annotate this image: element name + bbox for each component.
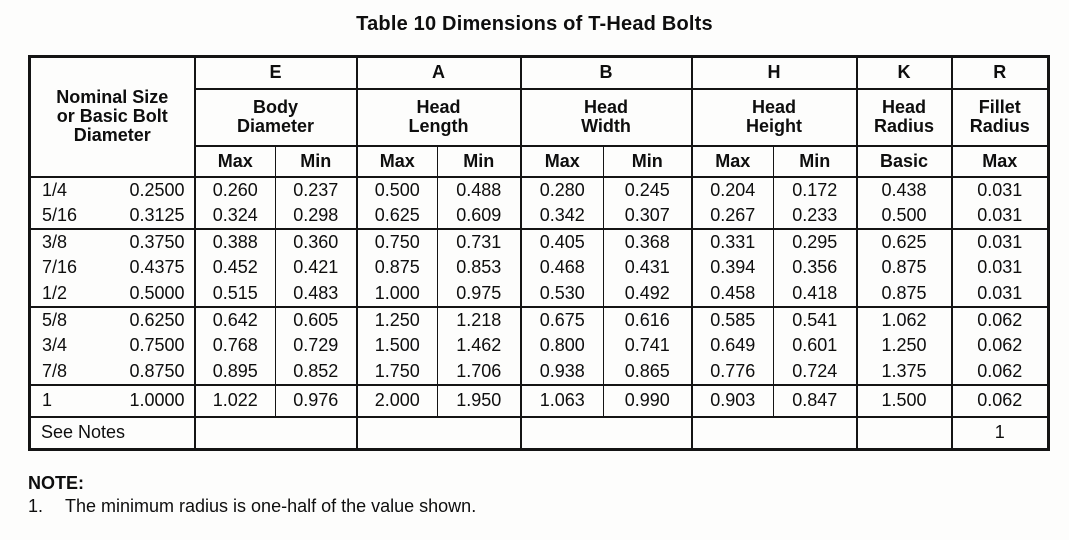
note-item-number: 1.: [28, 496, 44, 516]
cell-value: 1.500: [357, 333, 438, 359]
corner-header-line3: Diameter: [73, 125, 151, 146]
size-decimal: 0.8750: [129, 360, 185, 381]
subheader-r-max: Max: [952, 146, 1049, 177]
cell-nominal: [30, 307, 195, 333]
cell-value: 0.368: [604, 229, 692, 255]
cell-value: 0.298: [276, 203, 357, 229]
cell-value: 0.331: [692, 229, 774, 255]
cell-value: 0.488: [438, 177, 521, 203]
cell-value: 1.500: [857, 385, 952, 417]
cell-nominal: [30, 333, 195, 359]
size-fraction: 1/4: [42, 179, 68, 200]
table-row: [30, 203, 1049, 229]
empty-cell-b: [521, 417, 692, 450]
col-group-name-k: [857, 89, 952, 146]
name-line: Diameter: [236, 116, 315, 136]
cell-value: 0.853: [438, 255, 521, 281]
cell-value: 0.492: [604, 281, 692, 307]
corner-header-line2: or Basic Bolt: [56, 106, 168, 127]
cell-value: 0.421: [276, 255, 357, 281]
cell-value: 0.776: [692, 359, 774, 385]
size-decimal: 0.7500: [129, 335, 185, 355]
note-section: [28, 472, 476, 518]
cell-value: 0.418: [774, 281, 857, 307]
name-line: Head: [752, 97, 797, 117]
cell-value: 1.062: [857, 307, 952, 333]
cell-value: 0.307: [604, 203, 692, 229]
table-title: Table 10 Dimensions of T-Head Bolts: [356, 13, 713, 35]
empty-cell-e: [195, 417, 357, 450]
cell-value: 0.031: [952, 203, 1049, 229]
cell-value: 0.267: [692, 203, 774, 229]
empty-cell-a: [357, 417, 521, 450]
name-line: Head: [584, 97, 629, 117]
col-group-letter-h: H: [692, 57, 857, 89]
cell-value: 0.172: [774, 177, 857, 203]
footer-row-group: [30, 417, 1049, 450]
cell-value: 1.250: [357, 307, 438, 333]
size-fraction: 7/16: [42, 257, 78, 277]
subheader-b-max: Max: [521, 146, 604, 177]
row-group-3: [30, 307, 1049, 385]
cell-value: 0.975: [438, 281, 521, 307]
cell-value: 1.000: [357, 281, 438, 307]
size-decimal: 0.5000: [129, 282, 185, 303]
size-fraction: 3/4: [42, 335, 68, 355]
cell-value: 0.601: [774, 333, 857, 359]
note-item: [28, 494, 476, 518]
name-line: Fillet: [978, 97, 1021, 117]
cell-value: 0.324: [195, 203, 276, 229]
cell-value: 0.609: [438, 203, 521, 229]
cell-value: 0.616: [604, 307, 692, 333]
col-group-letter-r: R: [952, 57, 1049, 89]
cell-value: 0.237: [276, 177, 357, 203]
table-row: [30, 359, 1049, 385]
cell-value: 0.875: [857, 281, 952, 307]
col-group-name-b: [521, 89, 692, 146]
col-group-letter-k: K: [857, 57, 952, 89]
row-group-2: [30, 229, 1049, 307]
empty-cell-k: [857, 417, 952, 450]
see-notes-label: See Notes: [41, 422, 126, 443]
size-decimal: 0.3125: [129, 204, 185, 225]
size-fraction: 3/8: [42, 231, 68, 252]
cell-value: 0.895: [195, 359, 276, 385]
col-group-letter-e: E: [195, 57, 357, 89]
col-group-name-r: [952, 89, 1049, 146]
name-line: Head: [416, 97, 461, 117]
table-row: [30, 307, 1049, 333]
cell-value: 0.800: [521, 333, 604, 359]
cell-value: 0.625: [357, 203, 438, 229]
table-row: [30, 229, 1049, 255]
name-line: Head: [882, 97, 927, 117]
cell-value: 0.062: [952, 307, 1049, 333]
name-line: Length: [408, 116, 469, 136]
cell-value: 0.452: [195, 255, 276, 281]
cell-value: 0.431: [604, 255, 692, 281]
cell-value: 0.031: [952, 255, 1049, 281]
size-decimal: 0.6250: [129, 309, 185, 330]
cell-value: 0.500: [857, 203, 952, 229]
cell-nominal: [30, 177, 195, 203]
cell-value: 1.022: [195, 385, 276, 417]
cell-nominal: [30, 385, 195, 417]
col-group-name-h: [692, 89, 857, 146]
cell-value: 0.605: [276, 307, 357, 333]
subheader-e-min: Min: [276, 146, 357, 177]
cell-value: 0.847: [774, 385, 857, 417]
cell-value: 0.031: [952, 281, 1049, 307]
table-row: [30, 255, 1049, 281]
cell-value: 0.731: [438, 229, 521, 255]
corner-header-line1: Nominal Size: [56, 87, 169, 108]
cell-value: 0.741: [604, 333, 692, 359]
cell-value: 0.483: [276, 281, 357, 307]
cell-value: 1.706: [438, 359, 521, 385]
size-fraction: 1/2: [42, 282, 68, 303]
cell-value: 0.675: [521, 307, 604, 333]
table-row: [30, 177, 1049, 203]
name-line: Height: [746, 116, 803, 136]
cell-value: 1.462: [438, 333, 521, 359]
cell-nominal: [30, 281, 195, 307]
table-row: [30, 333, 1049, 359]
size-fraction: 7/8: [42, 360, 68, 381]
cell-nominal: [30, 255, 195, 281]
cell-nominal: [30, 203, 195, 229]
cell-value: 0.204: [692, 177, 774, 203]
cell-nominal: [30, 359, 195, 385]
note-ref-cell: 1: [952, 417, 1049, 450]
cell-value: 0.280: [521, 177, 604, 203]
col-group-letter-a: A: [357, 57, 521, 89]
subheader-h-min: Min: [774, 146, 857, 177]
size-fraction: 5/16: [42, 204, 78, 225]
cell-value: 1.250: [857, 333, 952, 359]
cell-value: 0.515: [195, 281, 276, 307]
dimensions-table: [28, 55, 1050, 451]
table-row: [30, 385, 1049, 417]
subheader-h-max: Max: [692, 146, 774, 177]
size-fraction: 1: [42, 390, 53, 410]
cell-value: 0.530: [521, 281, 604, 307]
cell-value: 1.950: [438, 385, 521, 417]
cell-value: 1.063: [521, 385, 604, 417]
cell-value: 0.031: [952, 177, 1049, 203]
cell-value: 0.903: [692, 385, 774, 417]
subheader-a-max: Max: [357, 146, 438, 177]
row-group-4: [30, 385, 1049, 417]
subheader-a-min: Min: [438, 146, 521, 177]
name-line: Radius: [969, 116, 1030, 136]
cell-value: 0.625: [857, 229, 952, 255]
col-group-letter-b: B: [521, 57, 692, 89]
name-line: Radius: [874, 116, 935, 136]
size-decimal: 1.0000: [129, 390, 185, 410]
cell-value: 0.750: [357, 229, 438, 255]
size-decimal: 0.3750: [129, 231, 185, 252]
cell-value: 0.260: [195, 177, 276, 203]
cell-value: 0.875: [357, 255, 438, 281]
size-fraction: 5/8: [42, 309, 68, 330]
cell-value: 0.729: [276, 333, 357, 359]
cell-value: 1.750: [357, 359, 438, 385]
see-notes-row: [30, 417, 1049, 450]
cell-value: 0.405: [521, 229, 604, 255]
cell-value: 0.356: [774, 255, 857, 281]
header-row-letters: [30, 57, 1049, 89]
cell-value: 0.458: [692, 281, 774, 307]
col-group-name-e: [195, 89, 357, 146]
cell-value: 0.649: [692, 333, 774, 359]
cell-value: 0.875: [857, 255, 952, 281]
cell-value: 0.585: [692, 307, 774, 333]
cell-value: 0.852: [276, 359, 357, 385]
cell-value: 0.062: [952, 359, 1049, 385]
cell-value: 0.245: [604, 177, 692, 203]
cell-value: 0.342: [521, 203, 604, 229]
note-heading: NOTE:: [28, 473, 84, 493]
size-decimal: 0.2500: [129, 179, 185, 200]
col-group-name-a: [357, 89, 521, 146]
cell-value: 0.500: [357, 177, 438, 203]
cell-value: 0.724: [774, 359, 857, 385]
cell-value: 0.388: [195, 229, 276, 255]
note-item-text: The minimum radius is one-half of the value shown.: [65, 496, 477, 516]
cell-value: 0.938: [521, 359, 604, 385]
cell-value: 1.375: [857, 359, 952, 385]
cell-value: 1.218: [438, 307, 521, 333]
row-group-1: [30, 177, 1049, 229]
cell-value: 0.062: [952, 385, 1049, 417]
cell-value: 0.031: [952, 229, 1049, 255]
table-row: [30, 281, 1049, 307]
cell-value: 0.062: [952, 333, 1049, 359]
name-line: Width: [581, 116, 631, 136]
cell-value: 0.976: [276, 385, 357, 417]
size-decimal: 0.4375: [129, 257, 185, 277]
empty-cell-h: [692, 417, 857, 450]
cell-value: 0.468: [521, 255, 604, 281]
cell-value: 0.642: [195, 307, 276, 333]
subheader-b-min: Min: [604, 146, 692, 177]
cell-value: 0.360: [276, 229, 357, 255]
name-line: Body: [253, 97, 298, 117]
cell-value: 0.233: [774, 203, 857, 229]
cell-value: 0.865: [604, 359, 692, 385]
cell-nominal: [30, 229, 195, 255]
cell-value: 2.000: [357, 385, 438, 417]
cell-value: 0.438: [857, 177, 952, 203]
cell-value: 0.990: [604, 385, 692, 417]
subheader-e-max: Max: [195, 146, 276, 177]
cell-value: 0.394: [692, 255, 774, 281]
cell-value: 0.768: [195, 333, 276, 359]
cell-value: 0.541: [774, 307, 857, 333]
corner-header-nominal-size: [30, 57, 195, 177]
cell-value: 0.295: [774, 229, 857, 255]
subheader-k-basic: Basic: [857, 146, 952, 177]
